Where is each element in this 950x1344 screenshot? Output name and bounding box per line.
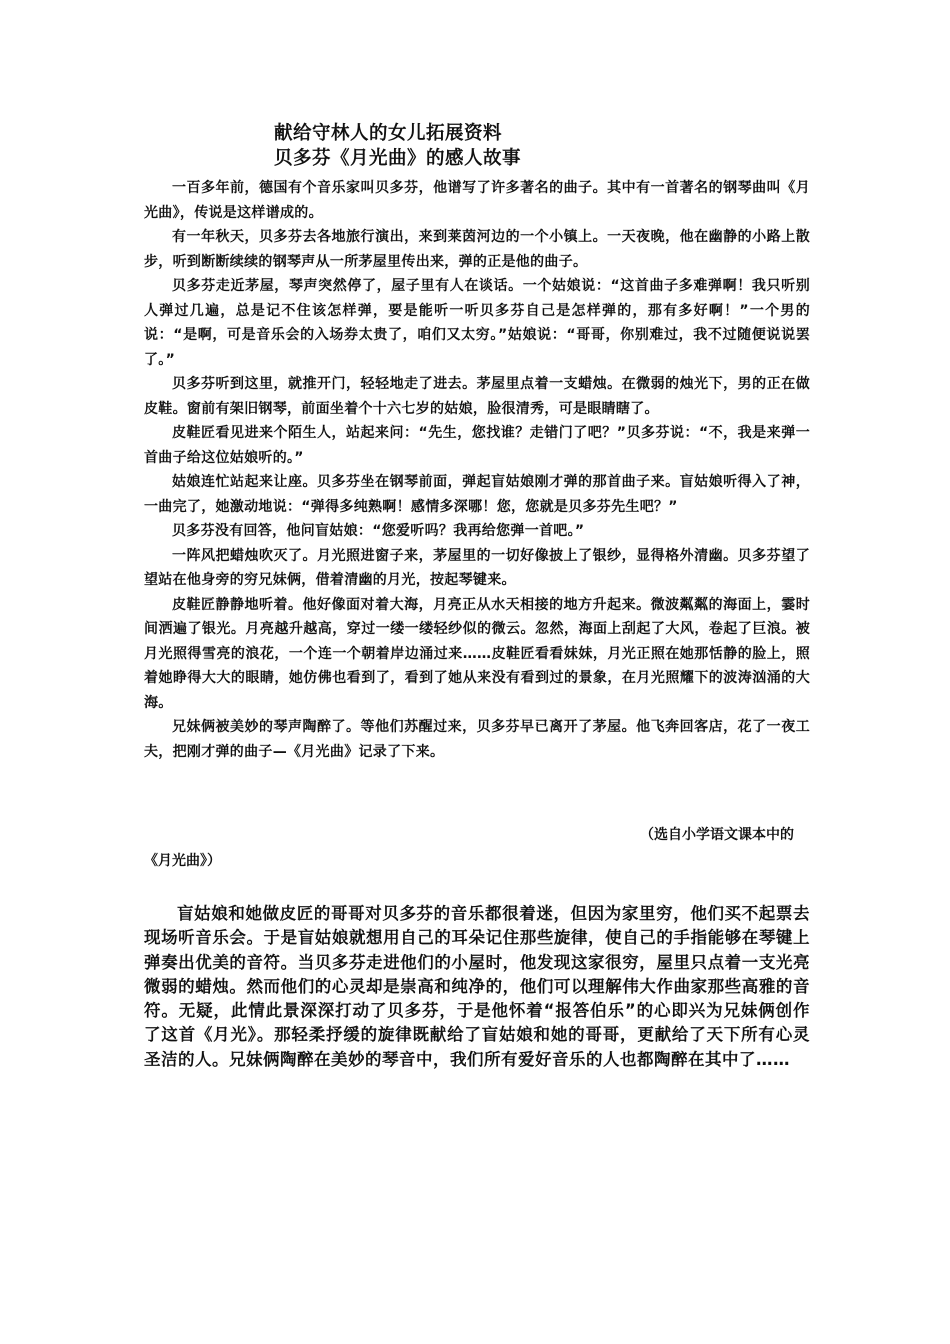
source-line-1: （选自小学语文课本中的	[640, 827, 794, 843]
title-block	[274, 121, 834, 171]
story-body	[144, 176, 810, 764]
document-subtitle: 贝多芬《月光曲》的感人故事	[274, 148, 522, 169]
story-paragraph: 皮鞋匠静静地听着。他好像面对着大海，月亮正从水天相接的地方升起来。微波粼粼的海面上，霎时间洒遍了银光。月亮越升越高，穿过一缕一缕轻纱似的微云。忽然，海面上刮起了大风，卷起了巨浪。被月光照得雪亮的浪花，一个连一个朝着岸边涌过来……皮鞋匠看看妹妹，月光正照在她那恬静的脸上，照着她睁得大大的眼睛，她仿佛也看到了，看到了她从来没有看到过的景象，在月光照耀下的波涛汹涌的大海。	[144, 596, 810, 711]
story-paragraph: 一阵风把蜡烛吹灭了。月光照进窗子来，茅屋里的一切好像披上了银纱，显得格外清幽。贝多芬望了望站在他身旁的穷兄妹俩，借着清幽的月光，按起琴键来。	[144, 547, 810, 588]
story-paragraph: 贝多芬走近茅屋，琴声突然停了，屋子里有人在谈话。一个姑娘说：“这首曲子多难弹啊！我只听别人弹过几遍，总是记不住该怎样弹，要是能听一听贝多芬自己是怎样弹的，那有多好啊！”一个男的说：“是啊，可是音乐会的入场券太贵了，咱们又太穷。”姑娘说：“哥哥，你别难过，我不过随便说说罢了。”	[144, 278, 810, 368]
commentary-section	[144, 902, 810, 1072]
story-paragraph: 贝多芬听到这里，就推开门，轻轻地走了进去。茅屋里点着一支蜡烛。在微弱的烛光下，男的正在做皮鞋。窗前有架旧钢琴，前面坐着个十六七岁的姑娘，脸很清秀，可是眼睛瞎了。	[144, 376, 810, 417]
story-paragraph: 一百多年前，德国有个音乐家叫贝多芬，他谱写了许多著名的曲子。其中有一首著名的钢琴曲叫《月光曲》，传说是这样谱成的。	[144, 180, 810, 221]
story-paragraph: 姑娘连忙站起来让座。贝多芬坐在钢琴前面，弹起盲姑娘刚才弹的那首曲子来。盲姑娘听得入了神，一曲完了，她激动地说：“弹得多纯熟啊！感情多深哪！您，您就是贝多芬先生吧？”	[144, 474, 810, 515]
story-paragraph: 有一年秋天，贝多芬去各地旅行演出，来到莱茵河边的一个小镇上。一天夜晚，他在幽静的小路上散步，听到断断续续的钢琴声从一所茅屋里传出来，弹的正是他的曲子。	[144, 229, 810, 270]
story-paragraph: 皮鞋匠看见进来个陌生人，站起来问：“先生，您找谁？走错门了吧？”贝多芬说：“不，我是来弹一首曲子给这位姑娘听的。”	[144, 425, 810, 466]
document-title: 献给守林人的女儿拓展资料	[274, 123, 503, 144]
story-paragraph: 贝多芬没有回答，他问盲姑娘：“您爱听吗？我再给您弹一首吧。”	[172, 523, 585, 539]
source-citation	[144, 822, 794, 874]
story-paragraph: 兄妹俩被美妙的琴声陶醉了。等他们苏醒过来，贝多芬早已离开了茅屋。他飞奔回客店，花了一夜工夫，把刚才弹的曲子—《月光曲》记录了下来。	[144, 719, 810, 760]
commentary-paragraph: 盲姑娘和她做皮匠的哥哥对贝多芬的音乐都很着迷，但因为家里穷，他们买不起票去现场听音乐会。于是盲姑娘就想用自己的耳朵记住那些旋律，使自己的手指能够在琴键上弹奏出优美的音符。当贝多芬走进他们的小屋时，他发现这家很穷，屋里只点着一支光亮微弱的蜡烛。然而他们的心灵却是崇高和纯净的，他们可以理解伟大作曲家那些高雅的音符。无疑，此情此景深深打动了贝多芬，于是他怀着“报答伯乐”的心即兴为兄妹俩创作了这首《月光》。那轻柔抒缓的旋律既献给了盲姑娘和她的哥哥，更献给了天下所有心灵圣洁的人。兄妹俩陶醉在美妙的琴音中，我们所有爱好音乐的人也都陶醉在其中了……	[144, 904, 810, 1069]
source-line-2: 《月光曲》）	[144, 853, 221, 869]
